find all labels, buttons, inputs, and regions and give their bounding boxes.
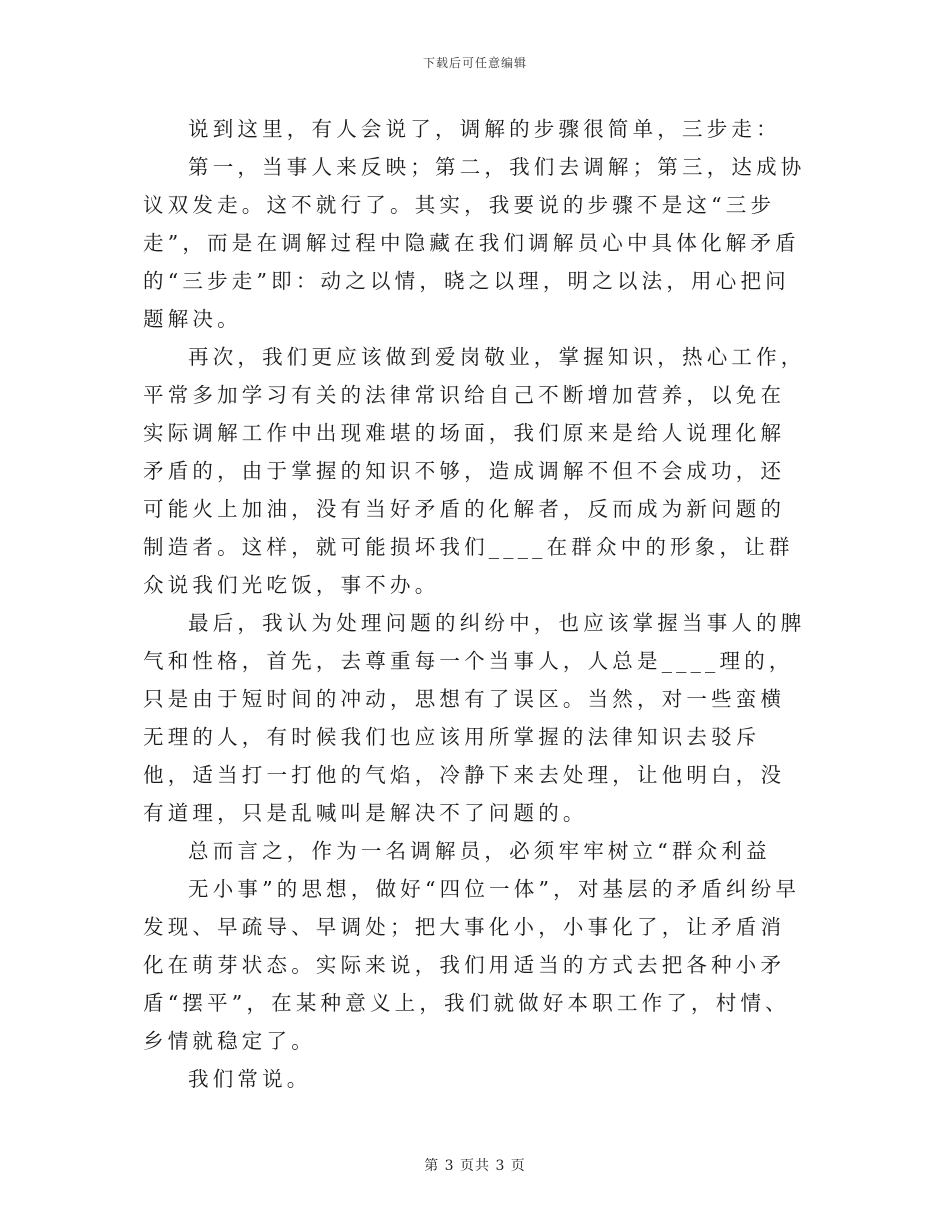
- paragraph-5: 总而言之，作为一名调解员，必须牢牢树立“群众利益: [188, 839, 771, 863]
- document-body: [143, 110, 807, 1098]
- paragraph-3: 再次，我们更应该做到爱岗敬业，掌握知识，热心工作，平常多加学习有关的法律常识给自己不断增加营养，以免在实际调解工作中出现难堪的场面，我们原来是给人说理化解矛盾的，由于掌握的知识不够，造成调解不但不会成功，还可能火上加油，没有当好矛盾的化解者，反而成为新问题的制造者。这样，就可能损坏我们____在群众中的形象，让群众说我们光吃饭，事不办。: [143, 345, 806, 597]
- paragraph-2: 第一，当事人来反映；第二，我们去调解；第三，达成协议双发走。这不就行了。其实，我要说的步骤不是这“三步走”，而是在调解过程中隐藏在我们调解员心中具体化解矛盾的“三步走”即：动之以情，晓之以理，明之以法，用心把问题解决。: [143, 155, 806, 331]
- page-header: 下载后可任意编辑: [422, 56, 527, 70]
- paragraph-4: 最后，我认为处理问题的纠纷中，也应该掌握当事人的脾气和性格，首先，去尊重每一个当事人，人总是____理的，只是由于短时间的冲动，思想有了误区。当然，对一些蛮横无理的人，有时候我们也应该用所掌握的法律知识去驳斥他，适当打一打他的气焰，冷静下来去处理，让他明白，没有道理，只是乱喊叫是解决不了问题的。: [143, 611, 806, 825]
- paragraph-6: 无小事”的思想，做好“四位一体”，对基层的矛盾纠纷早发现、早疏导、早调处；把大事化小，小事化了，让矛盾消化在萌芽状态。实际来说，我们用适当的方式去把各种小矛盾“摆平”，在某种意义上，我们就做好本职工作了，村情、乡情就稳定了。: [143, 877, 801, 1053]
- paragraph-7: 我们常说。: [188, 1067, 312, 1091]
- page-footer: 第 3 页共 3 页: [424, 1158, 526, 1174]
- paragraph-1: 说到这里，有人会说了，调解的步骤很简单，三步走：: [188, 117, 781, 141]
